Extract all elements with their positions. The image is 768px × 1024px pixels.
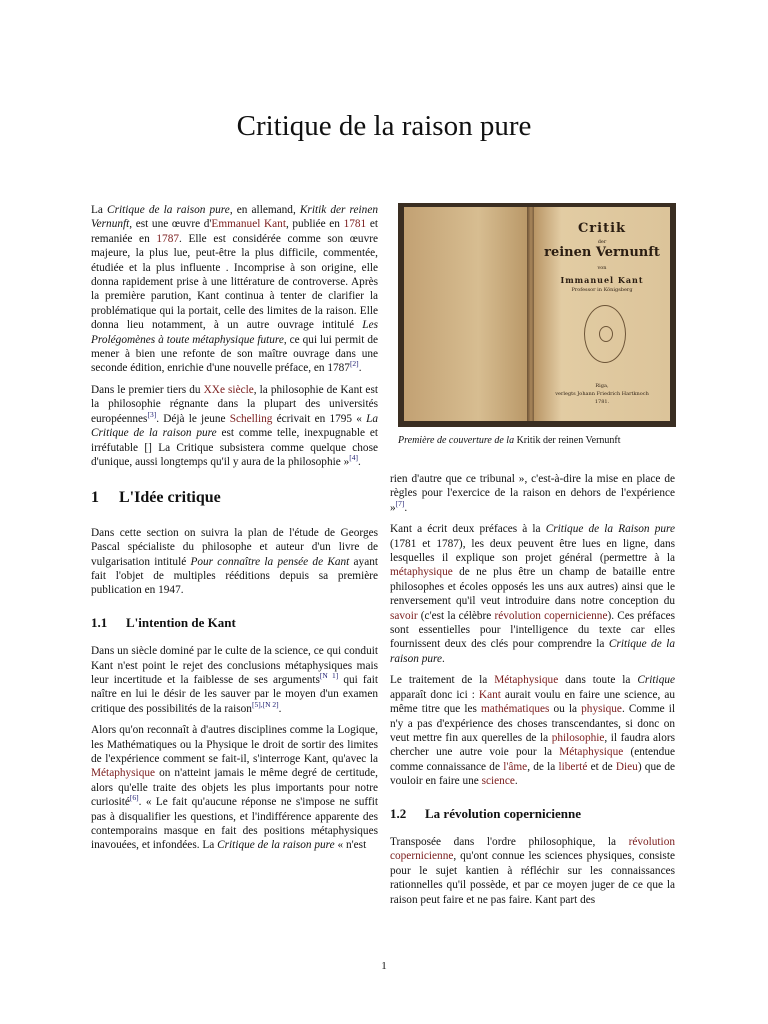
intro-paragraph-1: La Critique de la raison pure, en allemand, Kritik der reinen Vernunft, est une œuvre d'Emmanuel Kant, publiée en 1781 et remaniée en 1787. Elle est considérée comme son œuvre majeure, la plus lue, peut-être la plus difficile, commentée, étudiée et la plus influente . Incomprise à son origine, elle donna rapidement prise à une littérature de controverse. Après la première parution, Kant continua à tenter de clarifier la problématique qui la portait, celle des limites de la raison. Elle donna lieu notamment, à un autre ouvrage intitulé Les Prolégomènes à toute métaphysique future, ce qui lui permit de mener à bien une refonte de son maître ouvrage dans une seconde édition, enrichie d'une nouvelle préface, en 1787[2]. — [91, 204, 378, 375]
figure-book-cover — [398, 203, 676, 447]
link-metaphysique-2[interactable]: métaphysique — [390, 566, 453, 579]
right-paragraph-2: Kant a écrit deux préfaces à la Critique de la Raison pure (1781 et 1787), les deux peuvent être lues en ligne, dans lesquelles il explique son projet général (permettre à la métaphysique de ne plus être un champ de bataille entre philosophes et écoles opposés les uns aux autres) ainsi que le renversement qu'il veut introduire dans notre conception du savoir (c'est la célèbre révolution copernicienne). Ces préfaces sont essentielles pour l'intelligence du texte car elles fournissent deux des clés pour comprendre la Critique de la raison pure. — [390, 523, 675, 665]
link-metaphysique-3[interactable]: Métaphysique — [494, 674, 559, 687]
ref-5-note-n2[interactable]: [5],[N 2] — [251, 700, 279, 710]
page-title: Critique de la raison pure — [236, 110, 532, 142]
frontispiece-line: reinen Vernunft — [544, 245, 660, 260]
link-ame[interactable]: l'âme — [503, 760, 528, 773]
link-metaphysique[interactable]: Métaphysique — [91, 767, 156, 780]
figure-caption: Première de couverture de la Kritik der reinen Vernunft — [398, 435, 621, 446]
frontispiece-line: Immanuel Kant — [560, 275, 644, 285]
link-dieu[interactable]: Dieu — [615, 760, 638, 773]
frontispiece-line: verlegts Johann Friedrich Hartknoch — [555, 391, 649, 397]
link-science[interactable]: science — [481, 775, 515, 788]
ref-3[interactable]: [3] — [147, 409, 157, 419]
link-revolution-copernicienne[interactable]: révolution copernicienne — [494, 609, 608, 622]
section-1-1-paragraph-2: Alors qu'on reconnaît à d'autres disciplines comme la Logique, les Mathématiques ou la Physique le droit de sortir des limites de l'expérience comment se fait-il, s'interroge Kant, qu'avec la Métaphysique on n'atteint jamais le même degré de certitude, alors qu'elle traite des objets les plus importants pour notre curiosité[6]. « Le fait qu'aucune réponse ne s'impose ne suffit pas à disqualifier les questions, et l'indifférence apparente des contemporains masque en fait des positions métaphysiques inavouées, et infondées. La Critique de la raison pure « n'est — [91, 724, 378, 852]
section-1-heading: 1 L'Idée critique — [91, 489, 221, 507]
section-1-paragraph: Dans cette section on suivra la plan de l'étude de Georges Pascal spécialiste du philosophe et auteur d'un livre de vulgarisation intitulé Pour connaître la pensée de Kant ayant fait l'objet de multiples rééditions depuis sa première publication en 1947. — [91, 526, 378, 597]
intro-paragraph-2: Dans le premier tiers du XXe siècle, la philosophie de Kant est la philosophie régnante dans la plupart des universités européennes[3]. Déjà le jeune Schelling écrivait en 1795 « La Critique de la raison pure est comme telle, inexpugnable et irréfutable [] La Critique subsistera comme quelque chose d'unique, aussi longtemps qu'il y aura de la philosophie »[4]. — [91, 383, 378, 468]
link-mathematiques[interactable]: mathématiques — [481, 703, 550, 716]
ref-7[interactable]: [7] — [395, 499, 405, 509]
right-column — [390, 472, 675, 914]
link-1787[interactable]: 1787 — [156, 232, 179, 245]
link-metaphysique-4[interactable]: Métaphysique — [559, 746, 624, 759]
link-revolution-copernicienne-2[interactable]: révolution copernicienne — [390, 835, 675, 863]
section-1-2-paragraph: Transposée dans l'ordre philosophique, la révolution copernicienne, qu'ont connue les sciences physiques, consiste pour le sujet kantien à réfléchir sur les connaissances rationnelles qu'il possède, et par ce moyen juger de ce que la raison peut faire et ne pas faire. Kant part des — [390, 835, 675, 906]
right-paragraph-1: rien d'autre que ce tribunal », c'est-à-dire la mise en place de règles pour l'exercice de la raison en dehors de l'expérience »[7]. — [390, 473, 675, 514]
section-1-1-heading: 1.1 L'intention de Kant — [91, 614, 236, 630]
ref-6[interactable]: [6] — [129, 793, 139, 803]
book-cover-image — [398, 203, 676, 427]
frontispiece-line: Critik — [577, 221, 627, 236]
vignette-ornament-icon — [584, 305, 626, 363]
page-number: 1 — [381, 960, 387, 972]
ref-4[interactable]: [4] — [349, 453, 358, 463]
frontispiece-line: Riga, — [595, 383, 609, 389]
link-philosophie[interactable]: philosophie — [551, 731, 605, 744]
link-physique[interactable]: physique — [581, 703, 622, 716]
section-1-2-heading: 1.2 La révolution copernicienne — [390, 805, 581, 821]
frontispiece-line: der — [597, 239, 607, 245]
link-emmanuel-kant[interactable]: Emmanuel Kant — [211, 218, 286, 231]
link-xxe-siecle[interactable]: XXe siècle — [203, 383, 254, 396]
frontispiece-line: von — [597, 265, 607, 271]
link-1781[interactable]: 1781 — [343, 218, 367, 231]
note-n1[interactable]: [N 1] — [319, 671, 339, 681]
link-savoir[interactable]: savoir — [390, 609, 418, 622]
link-schelling[interactable]: Schelling — [229, 412, 273, 425]
ref-2[interactable]: [2] — [349, 359, 359, 369]
frontispiece-line: Professor in Königsberg — [571, 287, 633, 293]
book-left-page — [404, 207, 528, 421]
left-column — [91, 203, 378, 860]
right-paragraph-3: Le traitement de la Métaphysique dans toute la Critique apparaît donc ici : Kant aurait voulu en faire une science, au même titre que les mathématiques ou la physique. Comme il n'y a pas d'expérience des choses transcendantes, si donc on veut mettre fin aux querelles de la philosophie, il faudra alors chercher une autre voie pour la Métaphysique (entendue comme connaissance de l'âme, de la liberté et de Dieu) que de vouloir en faire une science. — [390, 674, 676, 788]
frontispiece-line: 1781. — [594, 399, 610, 405]
section-1-1-paragraph-1: Dans un siècle dominé par le culte de la science, ce qui conduit Kant n'est point le rejet des conclusions métaphysiques mais leur incertitude et la faiblesse de ses arguments[N 1] qui fait naître en lui le désir de les sauver par le moyen d'un examen critique des possibilités de la raison[5],[N 2]. — [91, 645, 378, 715]
link-kant[interactable]: Kant — [478, 688, 501, 701]
link-liberte[interactable]: liberté — [558, 760, 588, 773]
